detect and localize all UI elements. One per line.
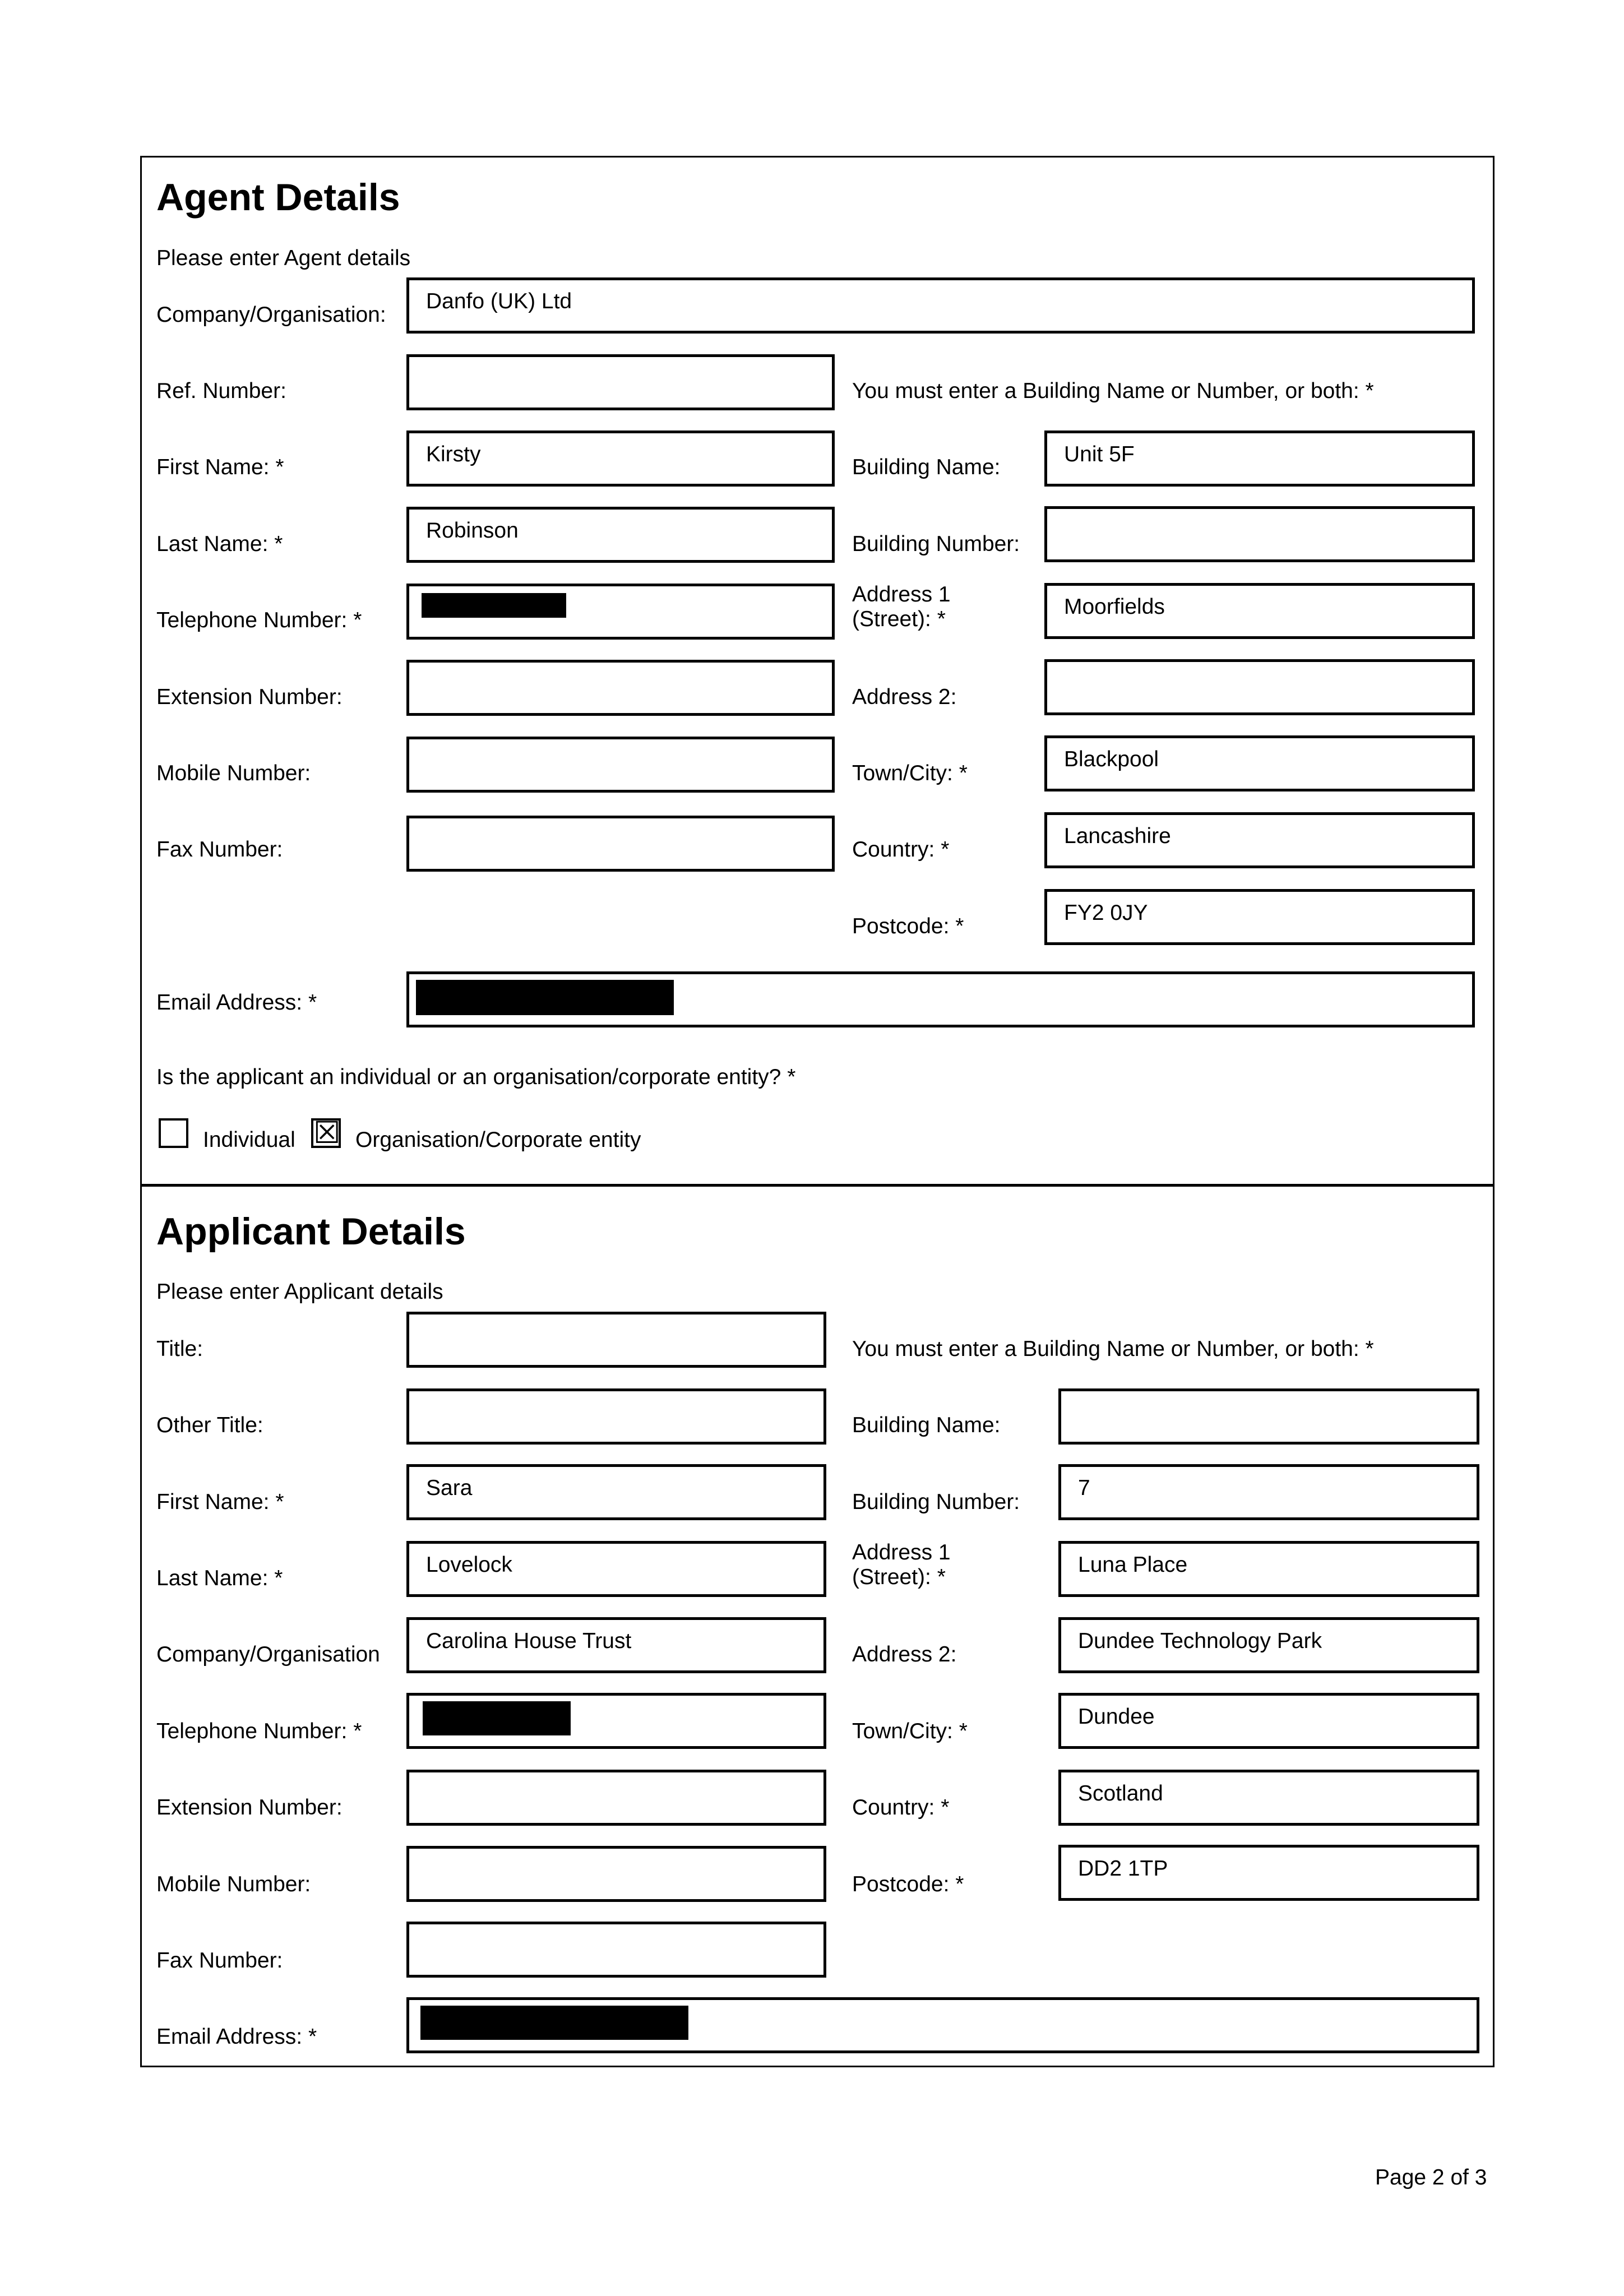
agent-telephone-redaction [422,593,566,618]
applicant-extension-label: Extension Number: [156,1795,343,1820]
applicant-title-field[interactable] [406,1312,826,1368]
agent-company-value: Danfo (UK) Ltd [426,289,572,313]
applicant-building-name-field[interactable] [1058,1388,1479,1445]
agent-email-field[interactable] [406,971,1475,1027]
applicant-company-field[interactable] [406,1617,826,1673]
agent-extension-label: Extension Number: [156,685,343,709]
applicant-town-value: Dundee [1078,1705,1155,1729]
applicant-building-number-label: Building Number: [852,1490,1020,1514]
agent-address2-label: Address 2: [852,685,957,709]
agent-last-name-label: Last Name: * [156,532,283,556]
agent-fax-label: Fax Number: [156,837,283,862]
agent-town-field[interactable] [1044,735,1475,791]
agent-telephone-field[interactable] [406,584,835,640]
agent-ref-label: Ref. Number: [156,379,286,403]
applicant-other-title-label: Other Title: [156,1413,263,1437]
applicant-mobile-label: Mobile Number: [156,1872,311,1896]
agent-intro-text: Please enter Agent details [156,246,411,270]
applicant-building-note: You must enter a Building Name or Number, or both: * [852,1337,1374,1361]
individual-option-label: Individual [203,1128,295,1152]
applicant-postcode-field[interactable] [1058,1845,1479,1901]
agent-postcode-label: Postcode: * [852,914,964,938]
agent-ref-field[interactable] [406,354,835,410]
applicant-country-value: Scotland [1078,1781,1163,1806]
agent-company-label: Company/Organisation: [156,303,386,327]
agent-first-name-label: First Name: * [156,455,284,479]
applicant-country-field[interactable] [1058,1770,1479,1826]
applicant-details-heading: Applicant Details [156,1210,466,1253]
agent-company-field[interactable] [406,277,1475,334]
applicant-fax-field[interactable] [406,1922,826,1978]
applicant-last-name-field[interactable] [406,1541,826,1597]
agent-address1-label-line1: Address 1 [852,582,951,607]
applicant-postcode-value: DD2 1TP [1078,1857,1168,1881]
agent-building-number-field[interactable] [1044,506,1475,562]
applicant-town-label: Town/City: * [852,1719,968,1743]
page-number: Page 2 of 3 [1375,2165,1487,2189]
applicant-building-number-value: 7 [1078,1476,1090,1500]
applicant-type-question: Is the applicant an individual or an organisation/corporate entity? * [156,1065,796,1089]
agent-email-redaction [416,980,674,1015]
applicant-address2-value: Dundee Technology Park [1078,1629,1322,1653]
agent-postcode-value: FY2 0JY [1064,901,1148,925]
agent-country-value: Lancashire [1064,824,1171,848]
applicant-address2-field[interactable] [1058,1617,1479,1673]
applicant-mobile-field[interactable] [406,1846,826,1902]
organisation-option-label: Organisation/Corporate entity [355,1128,641,1152]
agent-fax-field[interactable] [406,816,835,872]
applicant-last-name-label: Last Name: * [156,1566,283,1590]
agent-last-name-value: Robinson [426,519,519,543]
agent-mobile-label: Mobile Number: [156,761,311,785]
agent-building-number-label: Building Number: [852,532,1020,556]
applicant-other-title-field[interactable] [406,1388,826,1445]
applicant-company-value: Carolina House Trust [426,1629,632,1653]
applicant-country-label: Country: * [852,1795,950,1820]
applicant-title-label: Title: [156,1337,203,1361]
applicant-first-name-label: First Name: * [156,1490,284,1514]
applicant-town-field[interactable] [1058,1693,1479,1749]
agent-town-label: Town/City: * [852,761,968,785]
agent-address2-field[interactable] [1044,659,1475,715]
applicant-email-label: Email Address: * [156,2025,317,2049]
applicant-last-name-value: Lovelock [426,1553,512,1577]
check-x-icon: ☒ [313,1116,341,1150]
applicant-address1-label-line1: Address 1 [852,1540,951,1564]
applicant-telephone-label: Telephone Number: * [156,1719,362,1743]
agent-first-name-value: Kirsty [426,442,481,466]
applicant-building-number-field[interactable] [1058,1464,1479,1520]
applicant-address1-label-line2: (Street): * [852,1565,946,1589]
applicant-postcode-label: Postcode: * [852,1872,964,1896]
agent-email-label: Email Address: * [156,990,317,1015]
agent-address1-label-line2: (Street): * [852,607,946,631]
applicant-email-field[interactable] [406,1997,1479,2053]
agent-extension-field[interactable] [406,660,835,716]
applicant-telephone-redaction [423,1701,571,1735]
agent-telephone-label: Telephone Number: * [156,608,362,632]
agent-country-label: Country: * [852,837,950,862]
applicant-extension-field[interactable] [406,1770,826,1826]
agent-first-name-field[interactable] [406,430,835,487]
applicant-intro-text: Please enter Applicant details [156,1280,443,1304]
organisation-checkbox[interactable] [311,1118,341,1148]
applicant-first-name-value: Sara [426,1476,473,1500]
agent-country-field[interactable] [1044,812,1475,868]
agent-building-name-field[interactable] [1044,430,1475,487]
applicant-address1-field[interactable] [1058,1541,1479,1597]
agent-last-name-field[interactable] [406,507,835,563]
agent-building-name-label: Building Name: [852,455,1001,479]
applicant-telephone-field[interactable] [406,1693,826,1749]
applicant-address2-label: Address 2: [852,1642,957,1667]
agent-building-name-value: Unit 5F [1064,442,1135,466]
applicant-building-name-label: Building Name: [852,1413,1001,1437]
applicant-email-redaction [420,2006,688,2040]
section-divider [140,1184,1495,1187]
applicant-company-label: Company/Organisation [156,1642,380,1667]
applicant-address1-value: Luna Place [1078,1553,1188,1577]
individual-checkbox[interactable] [159,1118,188,1148]
agent-details-heading: Agent Details [156,176,400,219]
agent-building-note: You must enter a Building Name or Number, or both: * [852,379,1374,403]
agent-town-value: Blackpool [1064,747,1159,771]
agent-postcode-field[interactable] [1044,889,1475,945]
agent-address1-value: Moorfields [1064,595,1165,619]
applicant-first-name-field[interactable] [406,1464,826,1520]
applicant-fax-label: Fax Number: [156,1948,283,1973]
agent-address1-field[interactable] [1044,583,1475,639]
agent-mobile-field[interactable] [406,737,835,793]
